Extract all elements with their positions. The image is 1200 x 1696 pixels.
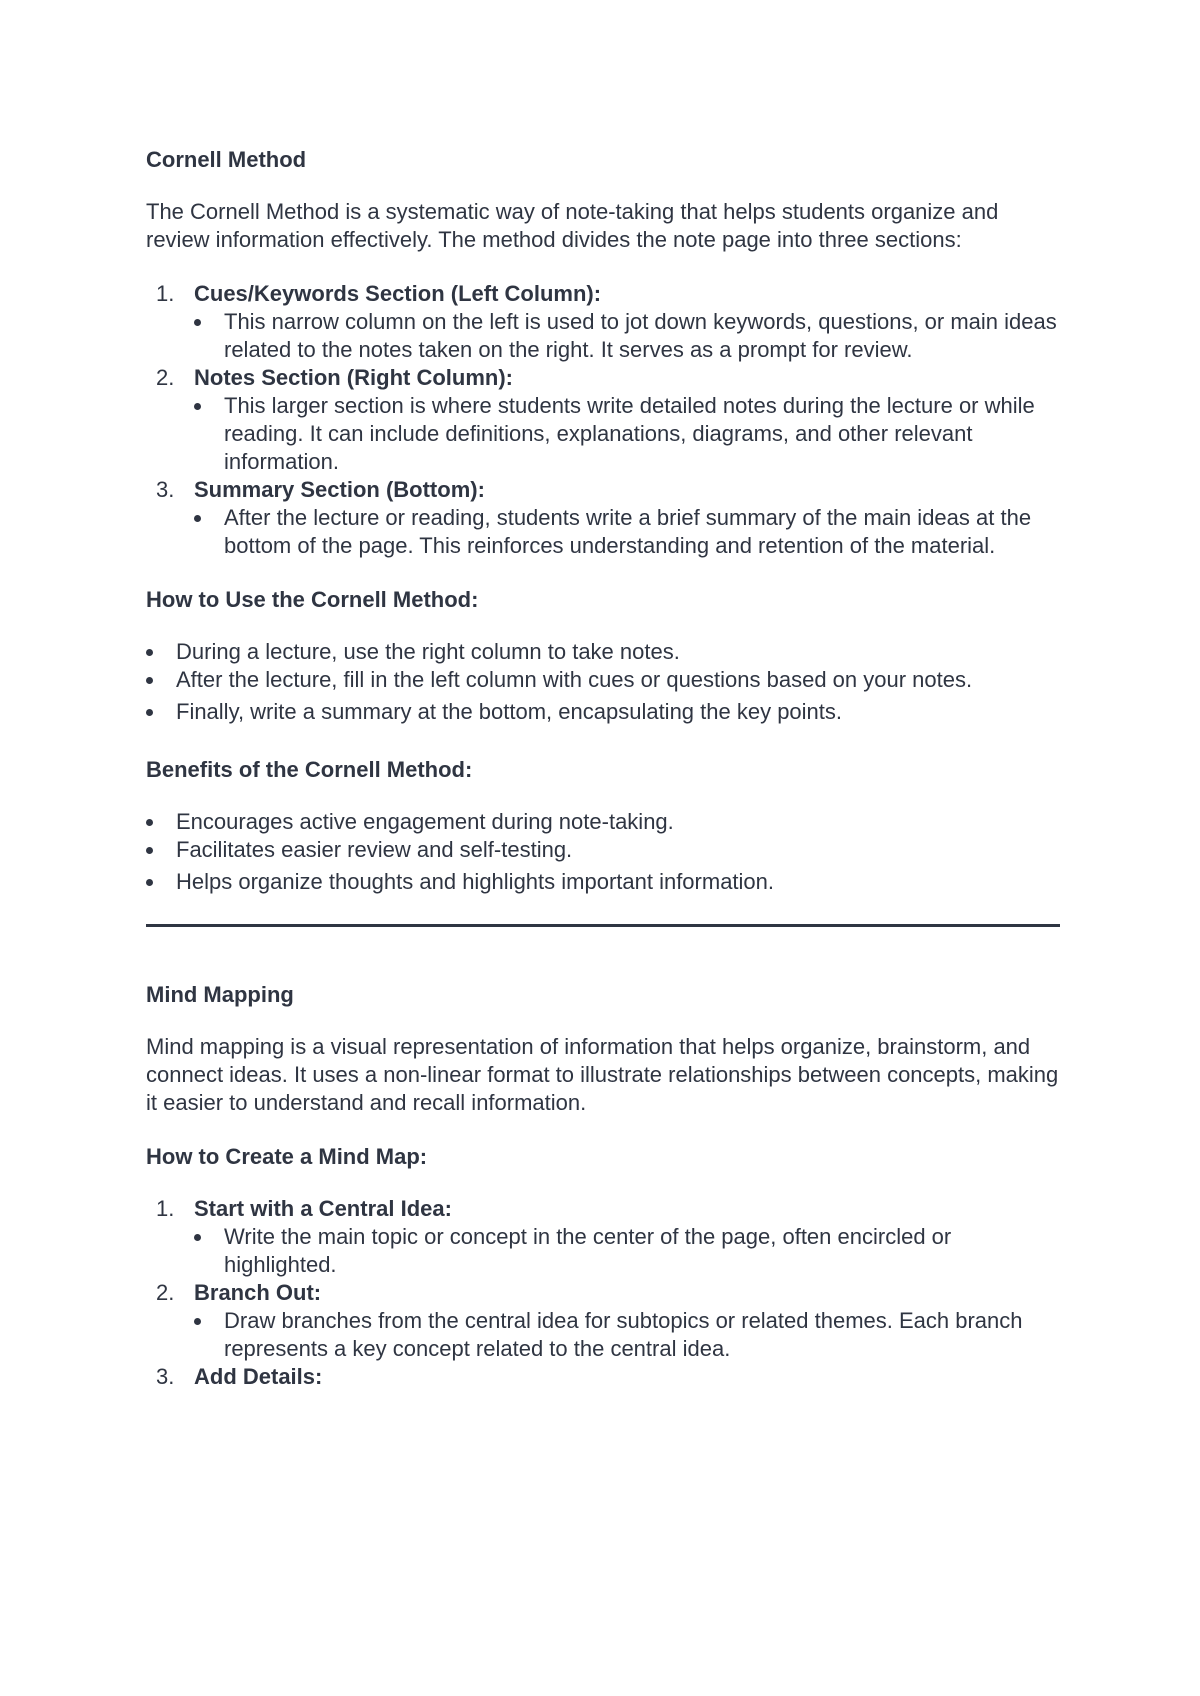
- step-detail: Draw branches from the central idea for subtopics or related themes. Each branch represents a key concept related to the central idea.: [194, 1307, 1066, 1363]
- create-mind-map-title: How to Create a Mind Map:: [146, 1144, 428, 1169]
- cornell-section-item: [146, 476, 1066, 560]
- section-detail: This narrow column on the left is used to jot down keywords, questions, or main ideas related to the notes taken on the right. It serves as a prompt for review.: [194, 308, 1066, 364]
- cornell-section-item: [146, 280, 1066, 364]
- mind-map-step-item: [146, 1279, 1066, 1363]
- list-number: 2.: [156, 1280, 175, 1305]
- section-detail-list: [194, 504, 1066, 560]
- how-to-use-list: [146, 638, 1066, 726]
- step-heading: Branch Out:: [194, 1280, 322, 1305]
- list-item: During a lecture, use the right column to take notes.: [146, 638, 1066, 666]
- step-heading: Add Details:: [194, 1364, 323, 1389]
- section-detail-list: [194, 392, 1066, 476]
- list-number: 3.: [156, 1364, 175, 1389]
- benefits-title: Benefits of the Cornell Method:: [146, 757, 473, 782]
- section-detail: After the lecture or reading, students write a brief summary of the main ideas at the bottom of the page. This reinforces understanding and retention of the material.: [194, 504, 1066, 560]
- step-detail-list: [194, 1307, 1066, 1363]
- cornell-intro: The Cornell Method is a systematic way of note-taking that helps students organize and review information effectively. The method divides the note page into three sections:: [146, 199, 999, 252]
- mind-map-step-item: [146, 1195, 1066, 1279]
- mind-mapping-title: Mind Mapping: [146, 982, 294, 1007]
- section-detail-list: [194, 308, 1066, 364]
- benefits-list: [146, 808, 1066, 896]
- step-detail-list: [194, 1223, 1066, 1279]
- list-item: Encourages active engagement during note-taking.: [146, 808, 1066, 836]
- mind-map-steps-list: [146, 1195, 1066, 1391]
- cornell-title: Cornell Method: [146, 147, 307, 172]
- mind-mapping-intro: Mind mapping is a visual representation of information that helps organize, brainstorm, and connect ideas. It uses a non-linear format to illustrate relationships between concepts, making it easier to understand and recall information.: [146, 1034, 1059, 1115]
- cornell-section-item: [146, 364, 1066, 476]
- cornell-sections-list: [146, 280, 1066, 560]
- list-number: 3.: [156, 477, 175, 502]
- how-to-use-title: How to Use the Cornell Method:: [146, 587, 479, 612]
- document-page: [146, 142, 1066, 1391]
- mind-map-step-item: [146, 1363, 1066, 1391]
- list-item: After the lecture, fill in the left column with cues or questions based on your notes.: [146, 666, 1066, 694]
- step-detail: Write the main topic or concept in the center of the page, often encircled or highlighted.: [194, 1223, 1066, 1279]
- list-number: 1.: [156, 1196, 175, 1221]
- step-heading: Start with a Central Idea:: [194, 1196, 452, 1221]
- section-heading: Notes Section (Right Column):: [194, 365, 513, 390]
- list-item: Helps organize thoughts and highlights important information.: [146, 868, 1066, 896]
- list-number: 1.: [156, 281, 175, 306]
- list-item: Finally, write a summary at the bottom, encapsulating the key points.: [146, 698, 1066, 726]
- section-detail: This larger section is where students write detailed notes during the lecture or while reading. It can include definitions, explanations, diagrams, and other relevant information.: [194, 392, 1066, 476]
- list-number: 2.: [156, 365, 175, 390]
- section-heading: Summary Section (Bottom):: [194, 477, 485, 502]
- list-item: Facilitates easier review and self-testing.: [146, 836, 1066, 864]
- section-heading: Cues/Keywords Section (Left Column):: [194, 281, 602, 306]
